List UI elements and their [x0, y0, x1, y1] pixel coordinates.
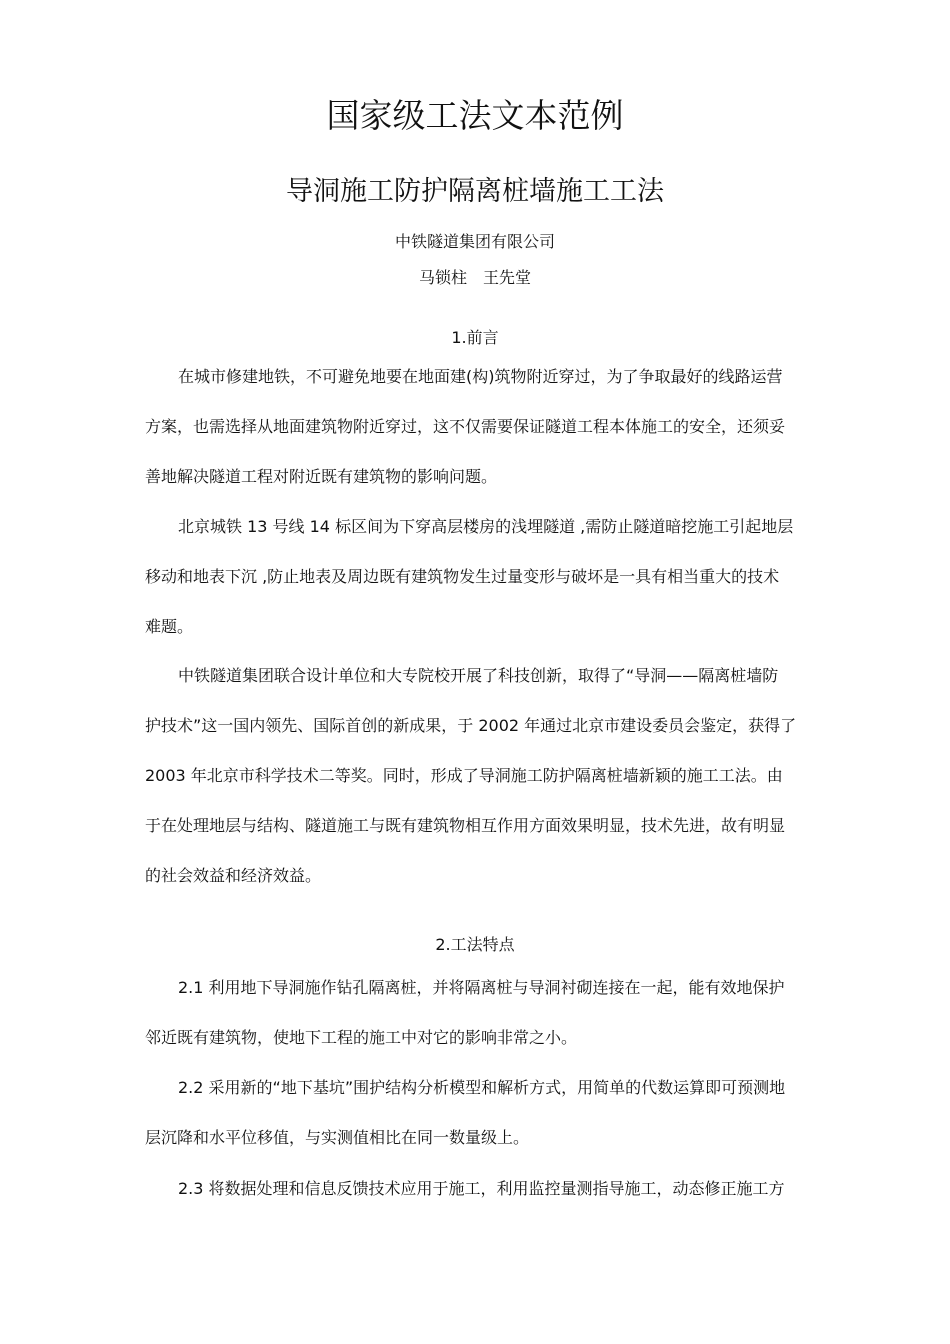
paragraph-line: 2.3 将数据处理和信息反馈技术应用于施工，利用监控量测指导施工，动态修正施工方 [178, 1179, 785, 1198]
paragraph-line: 善地解决隧道工程对附近既有建筑物的影响问题。 [145, 467, 498, 486]
paragraph [145, 502, 807, 652]
paragraph [145, 651, 807, 901]
paragraph-line: 2.2 采用新的“地下基坑”围护结构分析模型和解析方式，用简单的代数运算即可预测地 [178, 1078, 786, 1097]
section-heading: 1.前言 [451, 328, 499, 347]
paragraph-line: 中铁隧道集团联合设计单位和大专院校开展了科技创新，取得了“导洞——隔离桩墙防 [178, 666, 779, 685]
paragraph [145, 963, 807, 1063]
paragraph-line: 邻近既有建筑物，使地下工程的施工中对它的影响非常之小。 [145, 1028, 578, 1047]
paragraph-line: 北京城铁 13 号线 14 标区间为下穿高层楼房的浅埋隧道 ,需防止隧道暗挖施工引起地层 [178, 517, 794, 536]
document-subtitle: 导洞施工防护隔离桩墙施工工法 [286, 176, 664, 207]
paragraph-line: 移动和地表下沉 ,防止地表及周边既有建筑物发生过量变形与破坏是一具有相当重大的技术 [145, 567, 780, 586]
paragraph-line: 的社会效益和经济效益。 [145, 866, 322, 885]
paragraph-line: 2.1 利用地下导洞施作钻孔隔离桩，并将隔离桩与导洞衬砌连接在一起，能有效地保护 [178, 978, 785, 997]
paragraph [145, 1164, 807, 1214]
paragraph-line: 护技术”这一国内领先、国际首创的新成果，于 2002 年通过北京市建设委员会鉴定，获得了 [145, 716, 797, 735]
author-name: 马锁柱 [418, 268, 467, 287]
authors [0, 266, 950, 290]
organization: 中铁隧道集团有限公司 [394, 232, 555, 251]
paragraph-line: 在城市修建地铁，不可避免地要在地面建(构)筑物附近穿过，为了争取最好的线路运营 [178, 367, 783, 386]
author-name: 王先堂 [483, 268, 532, 287]
paragraph-line: 难题。 [145, 617, 194, 636]
paragraph-line: 于在处理地层与结构、隧道施工与既有建筑物相互作用方面效果明显，技术先进，故有明显 [145, 816, 786, 835]
section-heading: 2.工法特点 [435, 935, 515, 954]
paragraph [145, 352, 807, 502]
document-title: 国家级工法文本范例 [326, 96, 624, 135]
paragraph-line: 方案，也需选择从地面建筑物附近穿过，这不仅需要保证隧道工程本体施工的安全，还须妥 [145, 417, 786, 436]
paragraph-line: 层沉降和水平位移值，与实测值相比在同一数量级上。 [145, 1128, 530, 1147]
paragraph-line: 2003 年北京市科学技术二等奖。同时，形成了导洞施工防护隔离桩墙新颖的施工工法。由 [145, 766, 783, 785]
paragraph [145, 1063, 807, 1163]
